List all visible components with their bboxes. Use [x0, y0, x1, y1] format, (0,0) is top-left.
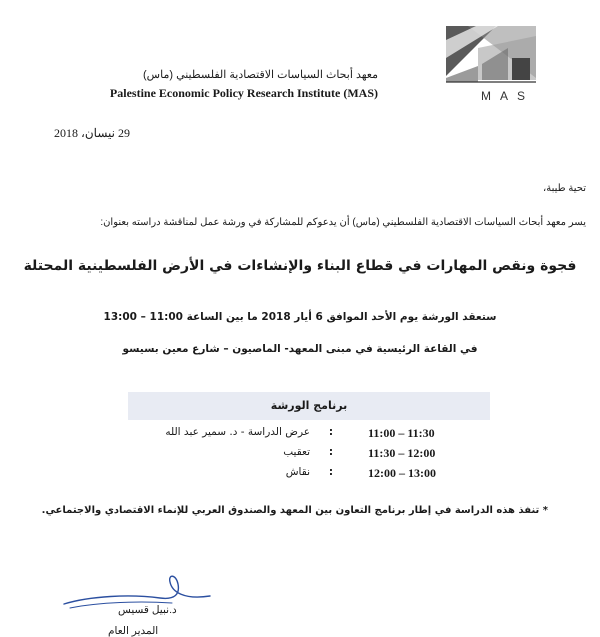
- program-row: [0, 446, 600, 464]
- program-time: 11:00 – 11:30: [368, 426, 435, 440]
- program-colon: :: [328, 426, 334, 438]
- program-title: برنامج الورشة: [270, 399, 348, 412]
- intro-paragraph: يسر معهد أبحاث السياسات الاقتصادية الفلسطيني (ماس) أن يدعوكم للمشاركة في ورشة عمل لمناقشة دراسته بعنوان:: [100, 217, 586, 228]
- footnote: * تنفذ هذه الدراسة في إطار برنامج التعاون بين المعهد والصندوق العربي للإنماء الاقتصادي والاجتماعي.: [41, 505, 548, 516]
- signer-name: د.نبيل قسيس: [118, 604, 177, 616]
- workshop-datetime: ستعقد الورشة يوم الأحد الموافق 6 أيار 2018 ما بين الساعة 11:00 – 13:00: [103, 311, 497, 323]
- program-row: [0, 426, 600, 444]
- letter-date: 29 نيسان، 2018: [53, 126, 130, 140]
- workshop-location: في القاعة الرئيسية في مبنى المعهد- الماصيون – شارع معين بسيسو: [122, 343, 478, 355]
- program-time: 12:00 – 13:00: [368, 466, 436, 480]
- greeting: تحية طيبة،: [543, 183, 586, 194]
- program-row: [0, 466, 600, 484]
- workshop-title: فجوة ونقص المهارات في قطاع البناء والإنشاءات في الأرض الفلسطينية المحتلة: [23, 258, 577, 274]
- signer-role: المدير العام: [108, 625, 159, 637]
- program-item: تعقيب: [283, 446, 310, 458]
- program-colon: :: [328, 446, 334, 458]
- org-name-english: Palestine Economic Policy Research Institute (MAS): [109, 86, 378, 100]
- program-item: نقاش: [285, 466, 310, 478]
- program-item: عرض الدراسة - د. سمير عبد الله: [165, 426, 310, 438]
- logo-text: MAS: [480, 89, 534, 103]
- org-name-arabic: معهد أبحاث السياسات الاقتصادية الفلسطيني (ماس): [143, 69, 378, 81]
- program-time: 11:30 – 12:00: [368, 446, 436, 460]
- program-colon: :: [328, 466, 334, 478]
